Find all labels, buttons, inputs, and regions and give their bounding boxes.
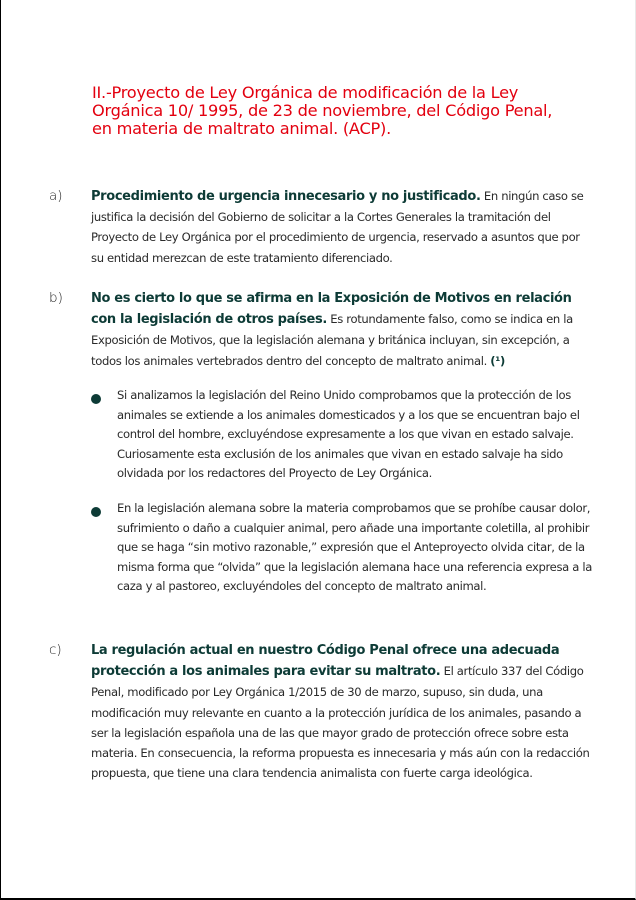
bullet-item-uk: Si analizamos la legislación del Reino Unido comprobamos que la protección de los animales se extiende a los animales domesticados y a los que se encuentran bajo el control del hombre, excluyéndose expresamente a los que vivan en estado salvaje. Curiosamente esta exclusión de los animales que vivan en estado salvaje ha sido olvidada por los redactores del Proyecto de Ley Orgánica. bbox=[117, 388, 580, 481]
section-marker: b) bbox=[49, 290, 63, 306]
section-paragraph bbox=[91, 186, 591, 268]
section-text: Es rotundamente falso, como se indica en la Exposición de Motivos, que la legislación alemana y británica incluyan, sin excepción, a todos los animales vertebrados dentro del concepto de maltrato animal. bbox=[91, 312, 573, 368]
footnote-reference[interactable]: (¹) bbox=[490, 353, 505, 368]
section-text: En ningún caso se justifica la decisión del Gobierno de solicitar a la Cortes Generales la tramitación del Proyecto de Ley Orgánica por el procedimiento de urgencia, reservado a asuntos que por su entidad merezcan de este tratamiento diferenciado. bbox=[91, 189, 584, 265]
bullet-icon bbox=[91, 507, 101, 517]
section-lead: Procedimiento de urgencia innecesario y no justificado. bbox=[91, 189, 481, 204]
section-paragraph bbox=[91, 640, 591, 783]
bullet-icon bbox=[91, 394, 101, 404]
section-text: El artículo 337 del Código Penal, modificado por Ley Orgánica 1/2015 de 30 de marzo, supuso, sin duda, una modificación muy relevante en cuanto a la protección jurídica de los animales, pasando a ser la legislación española una de las que mayor grado de protección ofrece sobre esta materia. En consecuencia, la reforma propuesta es innecesaria y más aún con la redacción propuesta, que tiene una clara tendencia animalista con fuerte carga ideológica. bbox=[91, 664, 590, 781]
section-marker: a) bbox=[49, 188, 63, 204]
section-lead: No es cierto lo que se afirma en la Exposición de Motivos en relación con la legislación de otros países. bbox=[91, 291, 572, 328]
section-marker: c) bbox=[49, 642, 62, 658]
document-title: II.-Proyecto de Ley Orgánica de modificación de la Ley Orgánica 10/ 1995, de 23 de noviembre, del Código Penal, en materia de maltrato animal. (ACP). bbox=[92, 83, 553, 138]
section-lead: La regulación actual en nuestro Código Penal ofrece una adecuada protección a los animales para evitar su maltrato. bbox=[91, 643, 560, 680]
bullet-item-germany: En la legislación alemana sobre la materia comprobamos que se prohíbe causar dolor, sufrimiento o daño a cualquier animal, pero añade una importante coletilla, al prohibir que se haga “sin motivo razonable,” expresión que el Anteproyecto olvida citar, de la misma forma que “olvida” que la legislación alemana hace una referencia expresa a la caza y al pastoreo, excluyéndoles del concepto de maltrato animal. bbox=[117, 501, 592, 594]
section-paragraph bbox=[91, 288, 591, 371]
